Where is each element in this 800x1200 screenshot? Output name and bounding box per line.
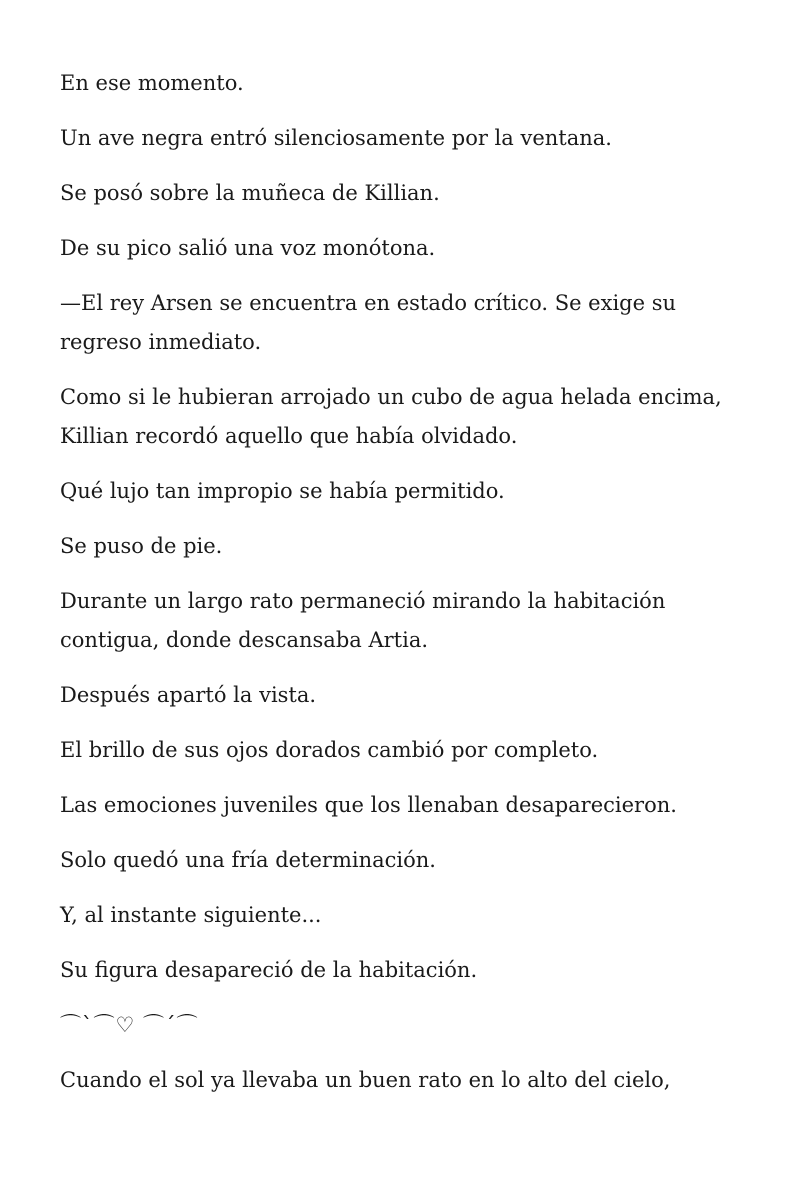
paragraph: Un ave negra entró silenciosamente por la ventana.: [60, 126, 612, 150]
scene-divider: ⌒`⌒♡ ⌒´⌒: [60, 1013, 199, 1037]
paragraph: Se posó sobre la muñeca de Killian.: [60, 181, 440, 205]
paragraph: Solo quedó una fría determinación.: [60, 848, 436, 872]
paragraph: De su pico salió una voz monótona.: [60, 236, 436, 260]
paragraph: Las emociones juveniles que los llenaban desaparecieron.: [60, 793, 677, 817]
reading-page: [60, 64, 740, 1116]
paragraph: Y, al instante siguiente...: [60, 903, 322, 927]
paragraph: —El rey Arsen se encuentra en estado crítico. Se exige su regreso inmediato.: [60, 291, 677, 354]
paragraph: El brillo de sus ojos dorados cambió por completo.: [60, 738, 599, 762]
paragraph: Cuando el sol ya llevaba un buen rato en lo alto del cielo,: [60, 1068, 671, 1092]
paragraph: En ese momento.: [60, 71, 244, 95]
paragraph: Qué lujo tan impropio se había permitido.: [60, 479, 505, 503]
paragraph: Después apartó la vista.: [60, 683, 317, 707]
paragraph: Durante un largo rato permaneció mirando la habitación contigua, donde descansaba Artia.: [60, 589, 666, 652]
paragraph: Su figura desapareció de la habitación.: [60, 958, 478, 982]
paragraph: Como si le hubieran arrojado un cubo de agua helada encima, Killian recordó aquello que había olvidado.: [60, 385, 722, 448]
paragraph: Se puso de pie.: [60, 534, 223, 558]
